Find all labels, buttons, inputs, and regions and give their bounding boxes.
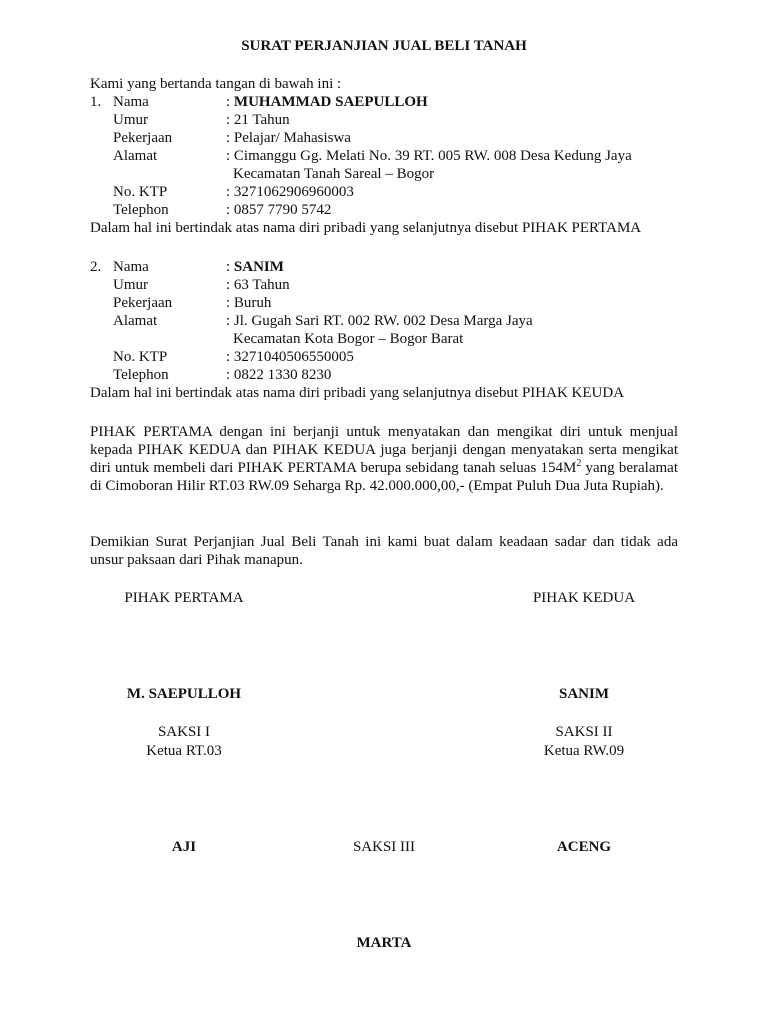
party-2-nama-label: Nama [113, 259, 149, 275]
party-1-nama-label: Nama [113, 94, 149, 110]
party-2-nama [226, 258, 284, 276]
party-1-pekerjaan: : Pelajar/ Mahasiswa [226, 130, 351, 146]
party-2-umur: : 63 Tahun [226, 277, 290, 293]
party-2-pekerjaan-label: Pekerjaan [113, 295, 173, 311]
intro-text: Kami yang bertanda tangan di bawah ini : [90, 76, 342, 92]
party-1-nama-value: MUHAMMAD SAEPULLOH [233, 94, 428, 110]
document-title: SURAT PERJANJIAN JUAL BELI TANAH [241, 38, 527, 54]
saksi-3-label: SAKSI III [352, 839, 416, 855]
party-1-umur-label: Umur [113, 112, 148, 128]
party-2-alamat-line2: Kecamatan Kota Bogor – Bogor Barat [233, 331, 464, 347]
party-2-pekerjaan: : Buruh [226, 295, 272, 311]
saksi-2-label: SAKSI II [555, 724, 613, 740]
agreement-paragraph [90, 423, 678, 495]
party-1-alamat-label: Alamat [113, 148, 158, 164]
party-1-alamat-line2: Kecamatan Tanah Sareal – Bogor [233, 166, 435, 182]
party-2-alamat-label: Alamat [113, 313, 158, 329]
party-2-ktp: : 3271040506550005 [226, 349, 354, 365]
party-1-telp-label: Telephon [113, 202, 169, 218]
party-1-pekerjaan-label: Pekerjaan [113, 130, 173, 146]
party-1-telp: : 0857 7790 5742 [226, 202, 332, 218]
saksi-1-label: SAKSI I [157, 724, 211, 740]
party-2-telp: : 0822 1330 8230 [226, 367, 332, 383]
party-2-telp-label: Telephon [113, 367, 169, 383]
party-1-ktp-label: No. KTP [113, 184, 168, 200]
party-2-nama-value: SANIM [233, 259, 284, 275]
saksi-2-role: Ketua RW.09 [543, 743, 625, 759]
party-1-number: 1. [90, 94, 102, 110]
saksi-1-role: Ketua RT.03 [146, 743, 222, 759]
agreement-superscript: 2 [576, 458, 582, 469]
pihak-pertama-label: PIHAK PERTAMA [124, 590, 244, 606]
saksi-3-name: MARTA [356, 935, 412, 951]
party-1-statement: Dalam hal ini bertindak atas nama diri pribadi yang selanjutnya disebut PIHAK PERTAMA [90, 220, 642, 236]
agreement-text-part2: yang beralamat di Cimoboran Hilir RT.03 RW.09 Seharga Rp. 42.000.000,00,- (Empat Puluh Dua Juta Rupiah). [90, 460, 678, 494]
party-1-ktp: : 3271062906960003 [226, 184, 354, 200]
pihak-kedua-name: SANIM [558, 686, 609, 702]
colon: : [226, 94, 234, 110]
party-2-statement: Dalam hal ini bertindak atas nama diri pribadi yang selanjutnya disebut PIHAK KEUDA [90, 385, 625, 401]
party-2-number: 2. [90, 259, 102, 275]
closing-paragraph: Demikian Surat Perjanjian Jual Beli Tanah ini kami buat dalam keadaan sadar dan tidak ada unsur paksaan dari Pihak manapun. [90, 534, 678, 568]
party-1-umur: : 21 Tahun [226, 112, 290, 128]
party-2-ktp-label: No. KTP [113, 349, 168, 365]
pihak-kedua-label: PIHAK KEDUA [532, 590, 636, 606]
saksi-1-name: AJI [171, 839, 197, 855]
party-2-umur-label: Umur [113, 277, 148, 293]
party-2-alamat-line1: : Jl. Gugah Sari RT. 002 RW. 002 Desa Marga Jaya [226, 313, 533, 329]
party-1-nama [226, 93, 428, 111]
saksi-2-name: ACENG [556, 839, 612, 855]
agreement-text-part1: PIHAK PERTAMA dengan ini berjanji untuk menyatakan dan mengikat diri untuk menjual kepada PIHAK KEDUA dan PIHAK KEDUA juga berjanji dengan menyatakan serta mengikat diri untuk membeli dari PIHAK PERTAMA berupa sebidang tanah seluas 154M [90, 424, 678, 476]
party-1-alamat-line1: : Cimanggu Gg. Melati No. 39 RT. 005 RW. 008 Desa Kedung Jaya [226, 148, 632, 164]
pihak-pertama-name: M. SAEPULLOH [126, 686, 242, 702]
colon: : [226, 259, 234, 275]
